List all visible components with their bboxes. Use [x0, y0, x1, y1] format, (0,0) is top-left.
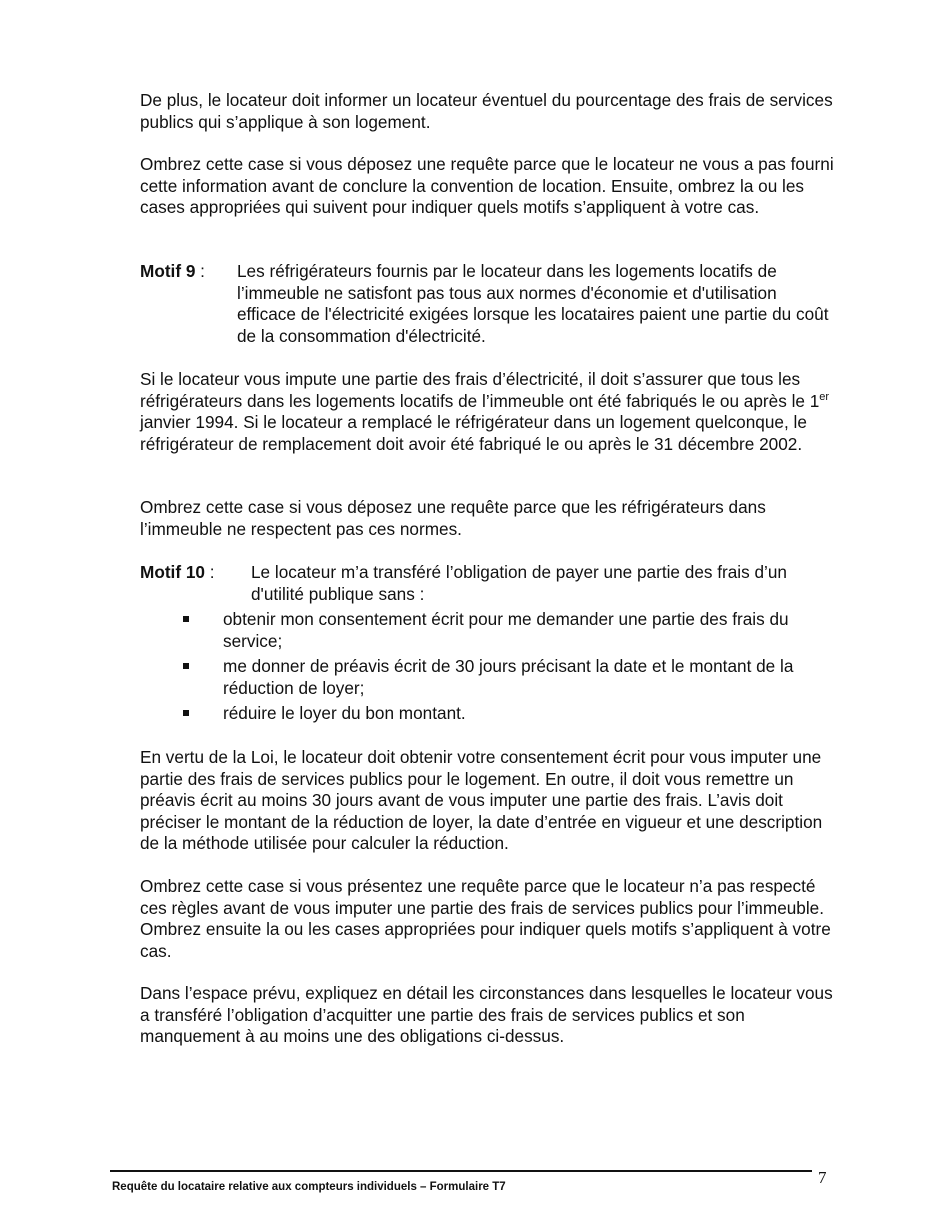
- list-item: obtenir mon consentement écrit pour me demander une partie des frais du service;: [180, 609, 840, 652]
- motif-9-text: Les réfrigérateurs fournis par le locateur dans les logements locatifs de l’immeuble ne satisfont pas tous aux normes d'économie et d'utilisation efficace de l'électricité exigées lorsque les locataires paient une partie du coût de la consommation d'électricité.: [237, 261, 829, 346]
- bullet-square-icon: [183, 663, 189, 669]
- motif-10-bullet-list: [180, 609, 840, 725]
- list-item: réduire le loyer du bon montant.: [180, 703, 840, 725]
- motif-10-text: Le locateur m’a transféré l’obligation de payer une partie des frais d’un d'utilité publique sans :: [251, 562, 787, 604]
- paragraph-prospective-tenant: De plus, le locateur doit informer un locateur éventuel du pourcentage des frais de services publics qui s’applique à son logement.: [140, 90, 833, 132]
- paragraph-refrigerator-dates: Si le locateur vous impute une partie des frais d’électricité, il doit s’assurer que tous les réfrigérateurs dans les logements locatifs de l’immeuble ont été fabriqués le ou après le 1er janvier 1994. Si le locateur a remplacé le réfrigérateur dans un logement quelconque, le réfrigérateur de remplacement doit avoir été fabriqué le ou après le 31 décembre 2002.: [140, 369, 830, 454]
- paragraph-shade-box-rules: Ombrez cette case si vous présentez une requête parce que le locateur n’a pas respecté ces règles avant de vous imputer une partie des frais de services publics pour l’immeuble. Ombrez ensuite la ou les cases appropriées pour indiquer quels motifs s’appliquent à votre cas.: [140, 876, 831, 961]
- paragraph-explain-details: Dans l’espace prévu, expliquez en détail les circonstances dans lesquelles le locateur vous a transféré l’obligation d’acquitter une partie des frais de services publics et son manquement à au moins une des obligations ci-dessus.: [140, 983, 833, 1047]
- bullet-square-icon: [183, 616, 189, 622]
- motif-10-label: Motif 10 :: [140, 562, 215, 582]
- footer-divider: [110, 1170, 812, 1172]
- bullet-square-icon: [183, 710, 189, 716]
- motif-9-label: Motif 9 :: [140, 261, 205, 281]
- paragraph-shade-box-refrigerators: Ombrez cette case si vous déposez une requête parce que les réfrigérateurs dans l’immeuble ne respectent pas ces normes.: [140, 497, 766, 539]
- list-item: me donner de préavis écrit de 30 jours précisant la date et le montant de la réduction de loyer;: [180, 656, 840, 699]
- paragraph-law-consent: En vertu de la Loi, le locateur doit obtenir votre consentement écrit pour vous imputer une partie des frais de services publics pour le logement. En outre, il doit vous remettre un préavis écrit au moins 30 jours avant de vous imputer une partie des frais. L’avis doit préciser le montant de la réduction de loyer, la date d’entrée en vigueur et une description de la méthode utilisée pour calculer la réduction.: [140, 747, 823, 854]
- footer-form-title: Requête du locataire relative aux compteurs individuels – Formulaire T7: [112, 1181, 506, 1193]
- paragraph-shade-box-info: Ombrez cette case si vous déposez une requête parce que le locateur ne vous a pas fourni cette information avant de conclure la convention de location. Ensuite, ombrez la ou les cases appropriées qui suivent pour indiquer quels motifs s’appliquent à votre cas.: [140, 154, 834, 218]
- motif-10: [140, 562, 840, 606]
- motif-9: [140, 261, 840, 349]
- page-number: 7: [818, 1168, 827, 1187]
